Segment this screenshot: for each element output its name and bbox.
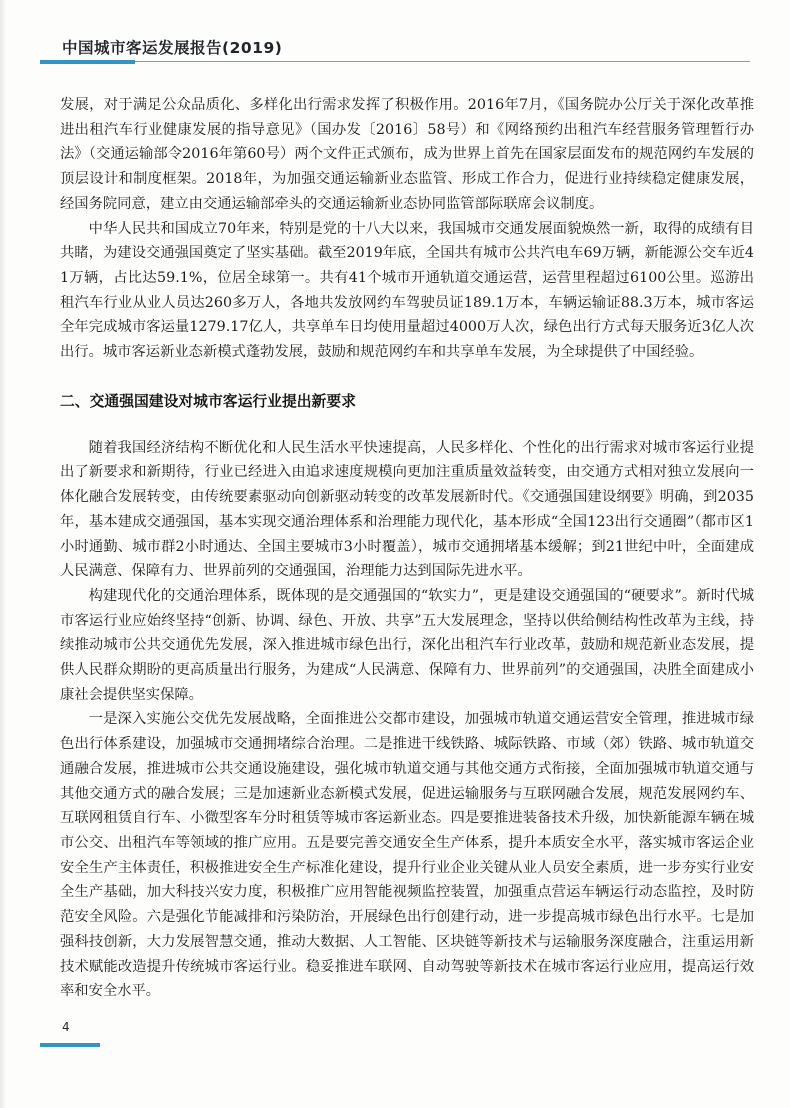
body-paragraph: 随着我国经济结构不断优化和人民生活水平快速提高，人民多样化、个性化的出行需求对城市客运行业提出了新要求和新期待，行业已经进入由追求速度规模向更加注重质量效益转变，由交通方式相对独立发展向一体化融合发展转变，由传统要素驱动向创新驱动转变的改革发展新时代。《交通强国建设纲要》明确，到2035年，基本建成交通强国，基本实现交通治理体系和治理能力现代化，基本形成“全国123出行交通圈”（都市区1小时通勤、城市群2小时通达、全国主要城市3小时覆盖），城市交通拥堵基本缓解；到21世纪中叶，全面建成人民满意、保障有力、世界前列的交通强国，治理能力达到国际先进水平。 [60, 439, 754, 580]
page-number-accent-rule [40, 1043, 100, 1047]
page-body [60, 93, 754, 1004]
body-paragraph: 一是深入实施公交优先发展战略，全面推进公交都市建设，加强城市轨道交通运营安全管理，推进城市绿色出行体系建设，加强城市交通拥堵综合治理。二是推进干线铁路、城际铁路、市域（郊）铁路、城市轨道交通融合发展，推进城市公共交通设施建设，强化城市轨道交通与其他交通方式衔接，全面加强城市轨道交通与其他交通方式的融合发展；三是加速新业态新模式发展，促进运输服务与互联网融合发展，规范发展网约车、互联网租赁自行车、小微型客车分时租赁等城市客运新业态。四是要推进装备技术升级，加快新能源车辆在城市公交、出租汽车等领域的推广应用。五是要完善交通安全生产体系，提升本质安全水平，落实城市客运企业安全生产主体责任，积极推进安全生产标准化建设，提升行业企业关键从业人员安全素质，进一步夯实行业安全生产基础，加大科技兴安力度，积极推广应用智能视频监控装置，加强重点营运车辆运行动态监控，及时防范安全风险。六是强化节能减排和污染防治，开展绿色出行创建行动，进一步提高城市绿色出行水平。七是加强科技创新，大力发展智慧交通，推动大数据、人工智能、区块链等新技术与运输服务深度融合，注重运用新技术赋能改造提升传统城市客运行业。稳妥推进车联网、自动驾驶等新技术在城市客运行业应用，提高运行效率和安全水平。 [60, 711, 754, 1000]
section-heading: 二、交通强国建设对城市客运行业提出新要求 [60, 392, 356, 410]
body-paragraph: 中华人民共和国成立70年来，特别是党的十八大以来，我国城市交通发展面貌焕然一新，取得的成绩有目共睹，为建设交通强国奠定了坚实基础。截至2019年底，全国共有城市公共汽电车69万辆，新能源公交车近41万辆，占比达59.1%，位居全球第一。共有41个城市开通轨道交通运营，运营里程超过6100公里。巡游出租汽车行业从业人员达260多万人，各地共发放网约车驾驶员证189.1万本，车辆运输证88.3万本，城市客运全年完成城市客运量1279.17亿人，共享单车日均使用量超过4000万人次，绿色出行方式每天服务近3亿人次出行。城市客运新业态新模式蓬勃发展，鼓励和规范网约车和共享单车发展，为全球提供了中国经验。 [60, 220, 754, 361]
running-header-title: 中国城市客运发展报告(2019) [62, 39, 283, 57]
header-divider-rule [135, 61, 750, 62]
header-accent-rule [40, 60, 135, 64]
page-number: 4 [62, 1020, 70, 1034]
body-paragraph: 构建现代化的交通治理体系，既体现的是交通强国的“软实力”，更是建设交通强国的“硬要求”。新时代城市客运行业应始终坚持“创新、协调、绿色、开放、共享”五大发展理念，坚持以供给侧结构性改革为主线，持续推动城市公共交通优先发展，深入推进城市绿色出行，深化出租汽车行业改革，鼓励和规范新业态发展，提供人民群众期盼的更高质量出行服务，为建成“人民满意、保障有力、世界前列”的交通强国，决胜全面建成小康社会提供坚实保障。 [60, 587, 754, 703]
body-paragraph: 发展，对于满足公众品质化、多样化出行需求发挥了积极作用。2016年7月，《国务院办公厅关于深化改革推进出租汽车行业健康发展的指导意见》（国办发〔2016〕58号）和《网络预约出租汽车经营服务管理暂行办法》（交通运输部令2016年第60号）两个文件正式颁布，成为世界上首先在国家层面发布的规范网约车发展的顶层设计和制度框架。2018年，为加强交通运输新业态监管、形成工作合力，促进行业持续稳定健康发展，经国务院同意，建立由交通运输部牵头的交通运输新业态协同监管部际联席会议制度。 [60, 97, 754, 212]
page-edge-shadow [0, 0, 6, 1108]
